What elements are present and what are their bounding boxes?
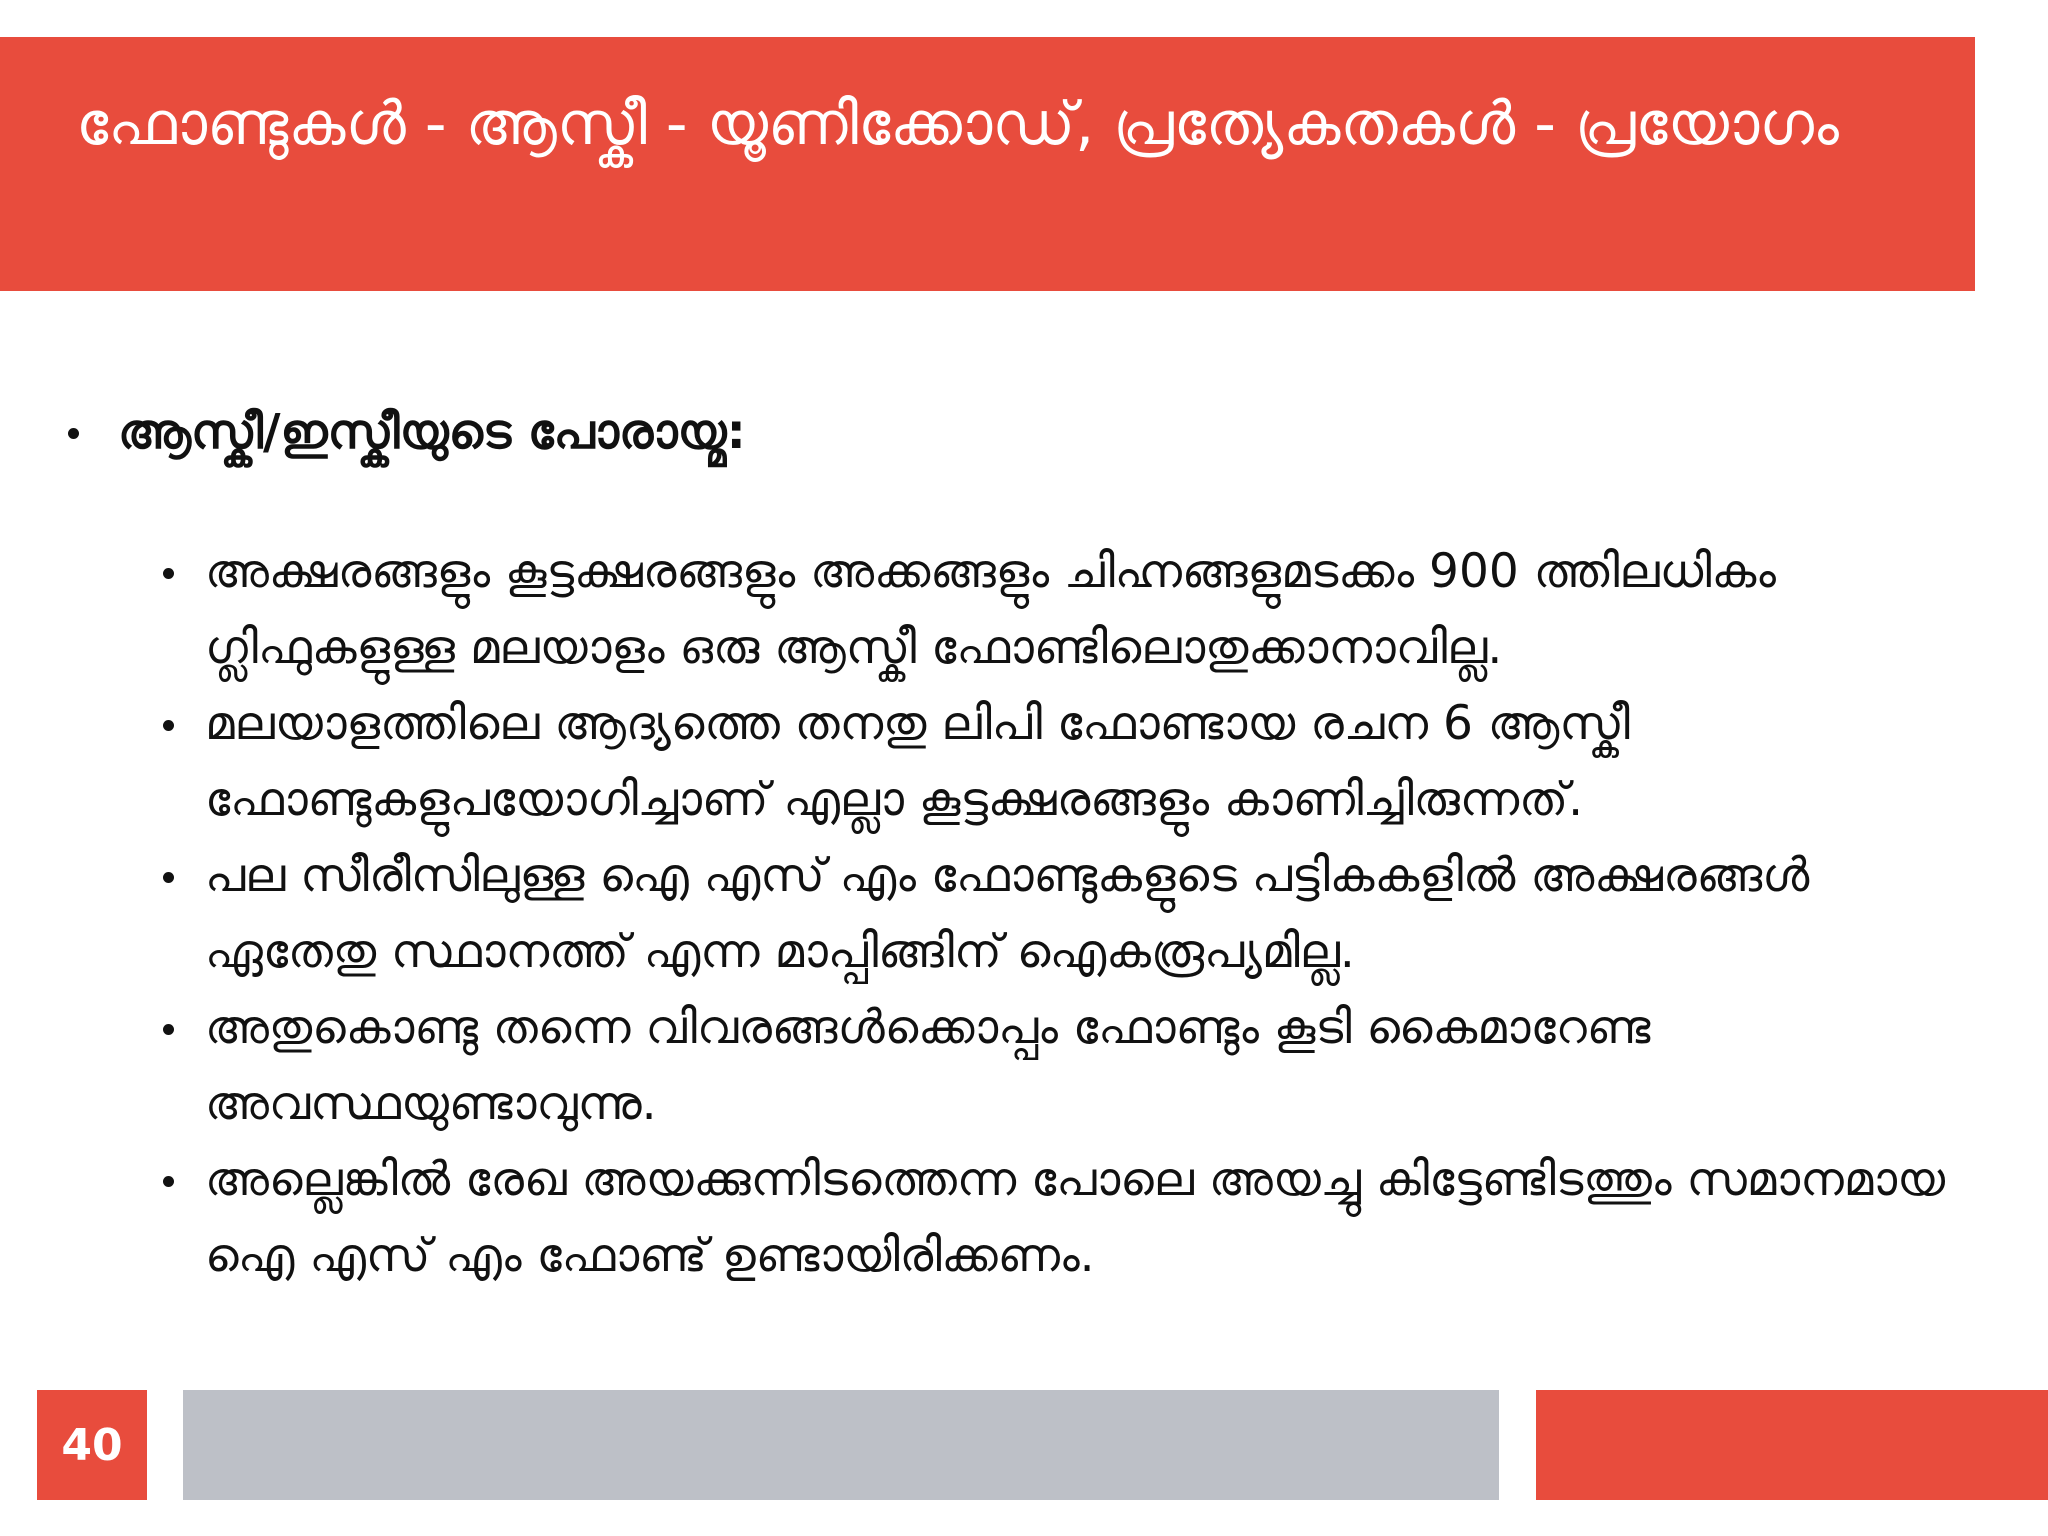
bullet-dot-icon bbox=[163, 720, 174, 731]
bullet-dot-icon bbox=[163, 1176, 174, 1187]
slide-title: ഫോണ്ടുകൾ - ആസ്കീ - യൂണിക്കോഡ്, പ്രത്യേകതകൾ - പ്രയോഗം bbox=[76, 89, 1839, 159]
list-item bbox=[163, 990, 1965, 1142]
page-number-box bbox=[37, 1390, 147, 1500]
footer-accent-bar bbox=[1536, 1390, 2048, 1500]
bullet-dot-icon bbox=[163, 872, 174, 883]
bullet-dot-icon bbox=[163, 1024, 174, 1035]
slide-content bbox=[68, 390, 1968, 1294]
list-item bbox=[163, 534, 1965, 686]
list-item-text: അക്ഷരങ്ങളും കൂട്ടക്ഷരങ്ങളും അക്കങ്ങളും ചിഹ്നങ്ങളുമടക്കം 900 ത്തിലധികം ഗ്ലിഫുകളുള്ള മലയാളം ഒരു ആസ്കീ ഫോണ്ടിലൊതുക്കാനാവില്ല. bbox=[205, 544, 1776, 675]
list-item-text: അതുകൊണ്ടു തന്നെ വിവരങ്ങൾക്കൊപ്പം ഫോണ്ടും കൂടി കൈമാറേണ്ട അവസ്ഥയുണ്ടാവുന്നു. bbox=[205, 1000, 1651, 1131]
page-number: 40 bbox=[61, 1419, 123, 1471]
title-bar bbox=[0, 37, 1975, 291]
heading-bullet-text: ആസ്കീ/ഇസ്കീയുടെ പോരായ്മ: bbox=[118, 404, 746, 460]
list-item bbox=[163, 1142, 1965, 1294]
list-item-text: മലയാളത്തിലെ ആദ്യത്തെ തനതു ലിപി ഫോണ്ടായ രചന 6 ആസ്കീ ഫോണ്ടുകളുപയോഗിച്ചാണ് എല്ലാ കൂട്ടക്ഷരങ്ങളും കാണിച്ചിരുന്നത്. bbox=[205, 696, 1630, 827]
heading-bullet bbox=[68, 390, 1968, 474]
sub-bullet-list bbox=[68, 534, 1968, 1294]
list-item-text: പല സീരീസിലുള്ള ഐ എസ് എം ഫോണ്ടുകളുടെ പട്ടികകളിൽ അക്ഷരങ്ങൾ ഏതേതു സ്ഥാനത്ത് എന്ന മാപ്പിങ്ങിന് ഐകരൂപ്യമില്ല. bbox=[205, 848, 1810, 979]
list-item bbox=[163, 838, 1965, 990]
bullet-dot-icon bbox=[68, 428, 79, 439]
list-item bbox=[163, 686, 1965, 838]
list-item-text: അല്ലെങ്കിൽ രേഖ അയക്കുന്നിടത്തെന്ന പോലെ അയച്ചു കിട്ടേണ്ടിടത്തും സമാനമായ ഐ എസ് എം ഫോണ്ട് ഉണ്ടായിരിക്കണം. bbox=[205, 1152, 1946, 1283]
bullet-dot-icon bbox=[163, 568, 174, 579]
footer-gray-bar bbox=[183, 1390, 1499, 1500]
